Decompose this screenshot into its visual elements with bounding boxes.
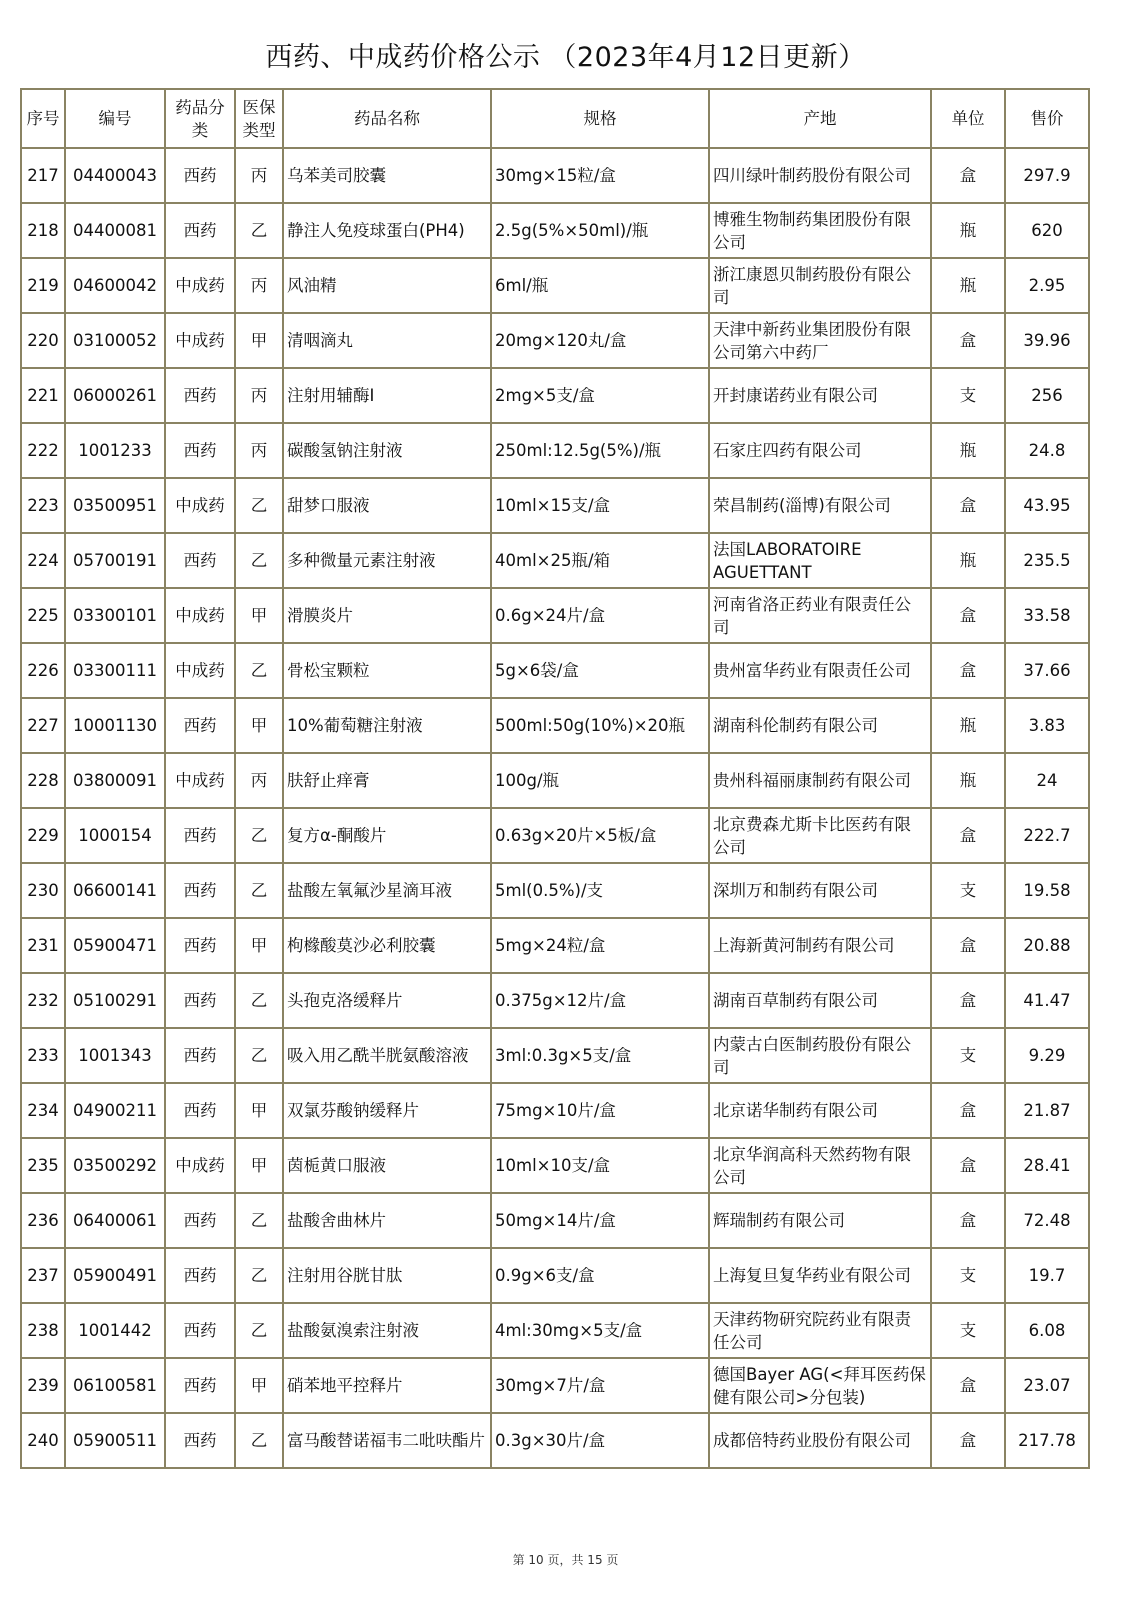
table-row (21, 1303, 1089, 1358)
insurance-type-cell: 乙 (235, 203, 283, 258)
seq-cell: 240 (21, 1413, 65, 1468)
spec-cell: 500ml:50g(10%)×20瓶 (491, 698, 709, 753)
spec-cell: 6ml/瓶 (491, 258, 709, 313)
seq-cell: 230 (21, 863, 65, 918)
unit-cell: 瓶 (931, 203, 1005, 258)
price-cell: 222.7 (1005, 808, 1089, 863)
category-cell: 西药 (165, 203, 235, 258)
seq-cell: 238 (21, 1303, 65, 1358)
unit-cell: 支 (931, 1028, 1005, 1083)
unit-cell: 支 (931, 1303, 1005, 1358)
seq-cell: 224 (21, 533, 65, 588)
code-cell: 1001343 (65, 1028, 165, 1083)
seq-cell: 217 (21, 148, 65, 203)
unit-cell: 盒 (931, 643, 1005, 698)
category-cell: 西药 (165, 148, 235, 203)
unit-cell: 盒 (931, 1413, 1005, 1468)
drug-name-cell: 滑膜炎片 (283, 588, 491, 643)
drug-name-cell: 清咽滴丸 (283, 313, 491, 368)
drug-name-cell: 静注人免疫球蛋白(PH4) (283, 203, 491, 258)
table-row (21, 1028, 1089, 1083)
price-cell: 72.48 (1005, 1193, 1089, 1248)
spec-cell: 20mg×120丸/盒 (491, 313, 709, 368)
code-cell: 04400043 (65, 148, 165, 203)
insurance-type-cell: 甲 (235, 313, 283, 368)
code-cell: 03500951 (65, 478, 165, 533)
spec-cell: 100g/瓶 (491, 753, 709, 808)
table-row (21, 478, 1089, 533)
table-row (21, 203, 1089, 258)
insurance-type-cell: 甲 (235, 1083, 283, 1138)
unit-cell: 盒 (931, 918, 1005, 973)
price-cell: 33.58 (1005, 588, 1089, 643)
insurance-type-cell: 丙 (235, 258, 283, 313)
price-cell: 28.41 (1005, 1138, 1089, 1193)
insurance-type-cell: 丙 (235, 753, 283, 808)
code-cell: 06600141 (65, 863, 165, 918)
spec-cell: 30mg×7片/盒 (491, 1358, 709, 1413)
unit-cell: 盒 (931, 1358, 1005, 1413)
spec-cell: 0.9g×6支/盒 (491, 1248, 709, 1303)
seq-cell: 232 (21, 973, 65, 1028)
spec-cell: 30mg×15粒/盒 (491, 148, 709, 203)
code-cell: 04400081 (65, 203, 165, 258)
table-header (21, 89, 1089, 148)
insurance-type-cell: 甲 (235, 588, 283, 643)
seq-cell: 221 (21, 368, 65, 423)
category-cell: 西药 (165, 1193, 235, 1248)
seq-cell: 234 (21, 1083, 65, 1138)
table-row (21, 863, 1089, 918)
code-cell: 03500292 (65, 1138, 165, 1193)
price-cell: 235.5 (1005, 533, 1089, 588)
spec-cell: 40ml×25瓶/箱 (491, 533, 709, 588)
table-body (21, 148, 1089, 1468)
insurance-type-cell: 甲 (235, 1358, 283, 1413)
spec-cell: 75mg×10片/盒 (491, 1083, 709, 1138)
table-row (21, 1193, 1089, 1248)
page-title: 西药、中成药价格公示 （2023年4月12日更新） (265, 42, 866, 73)
drug-name-cell: 硝苯地平控释片 (283, 1358, 491, 1413)
col-header-spec: 规格 (491, 89, 709, 148)
table-row (21, 1248, 1089, 1303)
category-cell: 西药 (165, 698, 235, 753)
code-cell: 05900511 (65, 1413, 165, 1468)
spec-cell: 10ml×15支/盒 (491, 478, 709, 533)
insurance-type-cell: 甲 (235, 1138, 283, 1193)
insurance-type-cell: 乙 (235, 478, 283, 533)
drug-name-cell: 头孢克洛缓释片 (283, 973, 491, 1028)
col-header-seq: 序号 (21, 89, 65, 148)
price-cell: 20.88 (1005, 918, 1089, 973)
drug-name-cell: 风油精 (283, 258, 491, 313)
table-row (21, 808, 1089, 863)
origin-cell: 成都倍特药业股份有限公司 (709, 1413, 931, 1468)
drug-name-cell: 茵栀黄口服液 (283, 1138, 491, 1193)
unit-cell: 盒 (931, 313, 1005, 368)
unit-cell: 支 (931, 368, 1005, 423)
category-cell: 西药 (165, 1358, 235, 1413)
insurance-type-cell: 乙 (235, 1028, 283, 1083)
origin-cell: 湖南百草制药有限公司 (709, 973, 931, 1028)
seq-cell: 225 (21, 588, 65, 643)
insurance-type-cell: 乙 (235, 1193, 283, 1248)
unit-cell: 盒 (931, 973, 1005, 1028)
insurance-type-cell: 乙 (235, 643, 283, 698)
origin-cell: 内蒙古白医制药股份有限公司 (709, 1028, 931, 1083)
unit-cell: 瓶 (931, 533, 1005, 588)
code-cell: 06000261 (65, 368, 165, 423)
spec-cell: 50mg×14片/盒 (491, 1193, 709, 1248)
code-cell: 1001442 (65, 1303, 165, 1358)
insurance-type-cell: 乙 (235, 1248, 283, 1303)
spec-cell: 4ml:30mg×5支/盒 (491, 1303, 709, 1358)
price-cell: 3.83 (1005, 698, 1089, 753)
spec-cell: 0.63g×20片×5板/盒 (491, 808, 709, 863)
origin-cell: 浙江康恩贝制药股份有限公司 (709, 258, 931, 313)
table-row (21, 313, 1089, 368)
spec-cell: 5g×6袋/盒 (491, 643, 709, 698)
origin-cell: 上海复旦复华药业有限公司 (709, 1248, 931, 1303)
table-row (21, 1083, 1089, 1138)
price-cell: 6.08 (1005, 1303, 1089, 1358)
price-cell: 41.47 (1005, 973, 1089, 1028)
spec-cell: 0.3g×30片/盒 (491, 1413, 709, 1468)
seq-cell: 223 (21, 478, 65, 533)
origin-cell: 北京费森尤斯卡比医药有限公司 (709, 808, 931, 863)
table-row (21, 918, 1089, 973)
col-header-price: 售价 (1005, 89, 1089, 148)
unit-cell: 瓶 (931, 258, 1005, 313)
seq-cell: 237 (21, 1248, 65, 1303)
code-cell: 03100052 (65, 313, 165, 368)
code-cell: 06100581 (65, 1358, 165, 1413)
price-cell: 297.9 (1005, 148, 1089, 203)
unit-cell: 支 (931, 863, 1005, 918)
origin-cell: 开封康诺药业有限公司 (709, 368, 931, 423)
table-row (21, 643, 1089, 698)
code-cell: 03300111 (65, 643, 165, 698)
seq-cell: 218 (21, 203, 65, 258)
origin-cell: 辉瑞制药有限公司 (709, 1193, 931, 1248)
seq-cell: 235 (21, 1138, 65, 1193)
drug-name-cell: 盐酸左氧氟沙星滴耳液 (283, 863, 491, 918)
spec-cell: 2.5g(5%×50ml)/瓶 (491, 203, 709, 258)
price-cell: 37.66 (1005, 643, 1089, 698)
category-cell: 西药 (165, 808, 235, 863)
price-cell: 19.58 (1005, 863, 1089, 918)
seq-cell: 220 (21, 313, 65, 368)
table-row (21, 533, 1089, 588)
seq-cell: 226 (21, 643, 65, 698)
code-cell: 04600042 (65, 258, 165, 313)
seq-cell: 233 (21, 1028, 65, 1083)
unit-cell: 盒 (931, 148, 1005, 203)
origin-cell: 石家庄四药有限公司 (709, 423, 931, 478)
table-row (21, 1138, 1089, 1193)
origin-cell: 法国LABORATOIRE AGUETTANT (709, 533, 931, 588)
insurance-type-cell: 丙 (235, 368, 283, 423)
category-cell: 中成药 (165, 258, 235, 313)
category-cell: 西药 (165, 973, 235, 1028)
drug-name-cell: 多种微量元素注射液 (283, 533, 491, 588)
col-header-drug-name: 药品名称 (283, 89, 491, 148)
seq-cell: 222 (21, 423, 65, 478)
unit-cell: 盒 (931, 808, 1005, 863)
drug-name-cell: 双氯芬酸钠缓释片 (283, 1083, 491, 1138)
origin-cell: 荣昌制药(淄博)有限公司 (709, 478, 931, 533)
price-cell: 23.07 (1005, 1358, 1089, 1413)
col-header-insurance: 医保类型 (235, 89, 283, 148)
category-cell: 西药 (165, 863, 235, 918)
insurance-type-cell: 乙 (235, 1303, 283, 1358)
code-cell: 03300101 (65, 588, 165, 643)
category-cell: 中成药 (165, 478, 235, 533)
category-cell: 西药 (165, 533, 235, 588)
spec-cell: 5ml(0.5%)/支 (491, 863, 709, 918)
col-header-code: 编号 (65, 89, 165, 148)
insurance-type-cell: 乙 (235, 808, 283, 863)
table-row (21, 368, 1089, 423)
category-cell: 西药 (165, 1303, 235, 1358)
price-cell: 39.96 (1005, 313, 1089, 368)
category-cell: 中成药 (165, 313, 235, 368)
col-header-origin: 产地 (709, 89, 931, 148)
origin-cell: 贵州科福丽康制药有限公司 (709, 753, 931, 808)
origin-cell: 深圳万和制药有限公司 (709, 863, 931, 918)
unit-cell: 盒 (931, 478, 1005, 533)
price-table (20, 88, 1090, 1469)
drug-name-cell: 肤舒止痒膏 (283, 753, 491, 808)
category-cell: 中成药 (165, 643, 235, 698)
drug-name-cell: 吸入用乙酰半胱氨酸溶液 (283, 1028, 491, 1083)
insurance-type-cell: 乙 (235, 533, 283, 588)
drug-name-cell: 甜梦口服液 (283, 478, 491, 533)
spec-cell: 5mg×24粒/盒 (491, 918, 709, 973)
seq-cell: 227 (21, 698, 65, 753)
insurance-type-cell: 乙 (235, 863, 283, 918)
code-cell: 1001233 (65, 423, 165, 478)
category-cell: 西药 (165, 1028, 235, 1083)
code-cell: 05900491 (65, 1248, 165, 1303)
unit-cell: 盒 (931, 1138, 1005, 1193)
code-cell: 10001130 (65, 698, 165, 753)
origin-cell: 博雅生物制药集团股份有限公司 (709, 203, 931, 258)
code-cell: 1000154 (65, 808, 165, 863)
drug-name-cell: 枸橼酸莫沙必利胶囊 (283, 918, 491, 973)
code-cell: 05900471 (65, 918, 165, 973)
price-cell: 9.29 (1005, 1028, 1089, 1083)
table-row (21, 1413, 1089, 1468)
seq-cell: 239 (21, 1358, 65, 1413)
seq-cell: 236 (21, 1193, 65, 1248)
spec-cell: 2mg×5支/盒 (491, 368, 709, 423)
unit-cell: 盒 (931, 1193, 1005, 1248)
spec-cell: 10ml×10支/盒 (491, 1138, 709, 1193)
unit-cell: 支 (931, 1248, 1005, 1303)
insurance-type-cell: 甲 (235, 918, 283, 973)
col-header-unit: 单位 (931, 89, 1005, 148)
price-cell: 217.78 (1005, 1413, 1089, 1468)
unit-cell: 盒 (931, 1083, 1005, 1138)
table-row (21, 698, 1089, 753)
seq-cell: 228 (21, 753, 65, 808)
code-cell: 05700191 (65, 533, 165, 588)
category-cell: 中成药 (165, 1138, 235, 1193)
price-cell: 43.95 (1005, 478, 1089, 533)
code-cell: 05100291 (65, 973, 165, 1028)
origin-cell: 贵州富华药业有限责任公司 (709, 643, 931, 698)
spec-cell: 0.6g×24片/盒 (491, 588, 709, 643)
origin-cell: 天津药物研究院药业有限责任公司 (709, 1303, 931, 1358)
table-row (21, 973, 1089, 1028)
origin-cell: 北京华润高科天然药物有限公司 (709, 1138, 931, 1193)
drug-name-cell: 注射用谷胱甘肽 (283, 1248, 491, 1303)
unit-cell: 瓶 (931, 698, 1005, 753)
table-row (21, 753, 1089, 808)
category-cell: 西药 (165, 1248, 235, 1303)
col-header-category: 药品分类 (165, 89, 235, 148)
drug-name-cell: 10%葡萄糖注射液 (283, 698, 491, 753)
price-cell: 24 (1005, 753, 1089, 808)
category-cell: 西药 (165, 423, 235, 478)
unit-cell: 盒 (931, 588, 1005, 643)
drug-name-cell: 富马酸替诺福韦二吡呋酯片 (283, 1413, 491, 1468)
table-row (21, 423, 1089, 478)
price-cell: 2.95 (1005, 258, 1089, 313)
insurance-type-cell: 乙 (235, 1413, 283, 1468)
seq-cell: 229 (21, 808, 65, 863)
table-row (21, 148, 1089, 203)
drug-name-cell: 乌苯美司胶囊 (283, 148, 491, 203)
drug-name-cell: 盐酸氨溴索注射液 (283, 1303, 491, 1358)
origin-cell: 四川绿叶制药股份有限公司 (709, 148, 931, 203)
seq-cell: 231 (21, 918, 65, 973)
table-row (21, 588, 1089, 643)
insurance-type-cell: 丙 (235, 423, 283, 478)
header-row (21, 89, 1089, 148)
category-cell: 西药 (165, 368, 235, 423)
table-row (21, 1358, 1089, 1413)
price-cell: 24.8 (1005, 423, 1089, 478)
code-cell: 03800091 (65, 753, 165, 808)
origin-cell: 天津中新药业集团股份有限公司第六中药厂 (709, 313, 931, 368)
unit-cell: 瓶 (931, 423, 1005, 478)
spec-cell: 0.375g×12片/盒 (491, 973, 709, 1028)
price-cell: 19.7 (1005, 1248, 1089, 1303)
price-cell: 21.87 (1005, 1083, 1089, 1138)
code-cell: 06400061 (65, 1193, 165, 1248)
category-cell: 西药 (165, 1083, 235, 1138)
drug-name-cell: 碳酸氢钠注射液 (283, 423, 491, 478)
seq-cell: 219 (21, 258, 65, 313)
insurance-type-cell: 丙 (235, 148, 283, 203)
drug-name-cell: 骨松宝颗粒 (283, 643, 491, 698)
price-cell: 620 (1005, 203, 1089, 258)
code-cell: 04900211 (65, 1083, 165, 1138)
origin-cell: 上海新黄河制药有限公司 (709, 918, 931, 973)
origin-cell: 河南省洛正药业有限责任公司 (709, 588, 931, 643)
insurance-type-cell: 甲 (235, 698, 283, 753)
drug-name-cell: 复方α-酮酸片 (283, 808, 491, 863)
origin-cell: 湖南科伦制药有限公司 (709, 698, 931, 753)
category-cell: 中成药 (165, 753, 235, 808)
category-cell: 西药 (165, 1413, 235, 1468)
table-row (21, 258, 1089, 313)
category-cell: 中成药 (165, 588, 235, 643)
price-cell: 256 (1005, 368, 1089, 423)
unit-cell: 瓶 (931, 753, 1005, 808)
origin-cell: 德国Bayer AG(<拜耳医药保健有限公司>分包装) (709, 1358, 931, 1413)
drug-name-cell: 盐酸舍曲林片 (283, 1193, 491, 1248)
spec-cell: 250ml:12.5g(5%)/瓶 (491, 423, 709, 478)
insurance-type-cell: 乙 (235, 973, 283, 1028)
page-footer: 第 10 页，共 15 页 (512, 1553, 619, 1567)
category-cell: 西药 (165, 918, 235, 973)
drug-name-cell: 注射用辅酶Ⅰ (283, 368, 491, 423)
origin-cell: 北京诺华制药有限公司 (709, 1083, 931, 1138)
spec-cell: 3ml:0.3g×5支/盒 (491, 1028, 709, 1083)
